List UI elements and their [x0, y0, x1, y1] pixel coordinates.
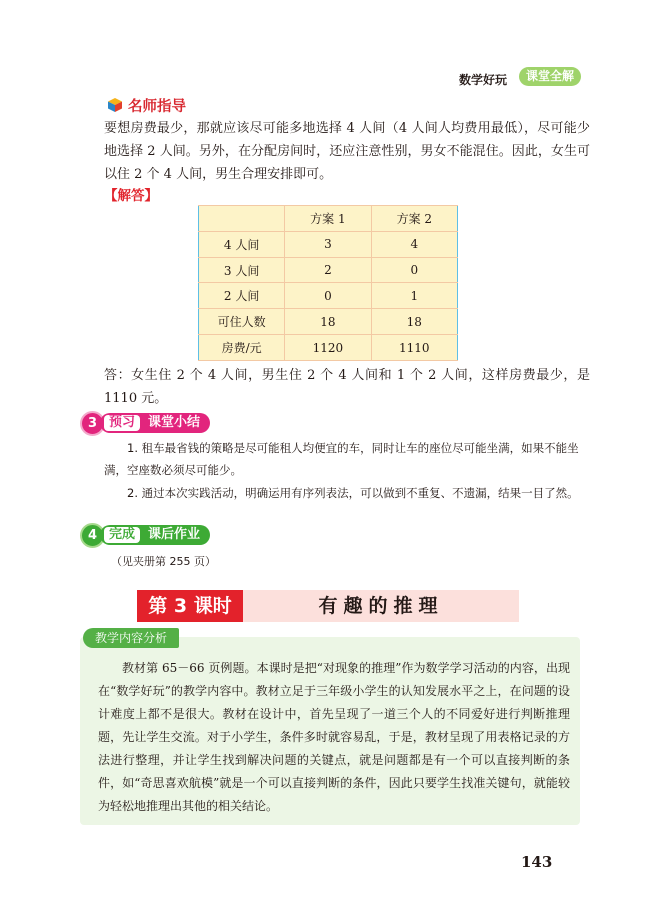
table-row [199, 283, 458, 309]
row-label: 可住人数 [199, 309, 285, 335]
plan2-value: 18 [371, 309, 457, 335]
answer-text: 答：女生住 2 个 4 人间，男生住 2 个 4 人间和 1 个 2 人间，这样房费最少，是 1110 元。 [104, 368, 590, 406]
plan2-value: 1110 [371, 335, 457, 361]
guidance-text: 要想房费最少，那就应该尽可能多地选择 4 人间（4 人间人均费用最低），尽可能少地选择 2 人间。另外，在分配房间时，还应注意性别，男女不能混住。因此，女生可以住 2 个 4 人间，男生合理安排即可。 [104, 121, 590, 182]
plan2-value: 0 [371, 257, 457, 283]
plan1-value: 2 [285, 257, 371, 283]
table-header-row [199, 206, 458, 232]
section4-sub-label: 完成 [104, 527, 140, 543]
plan1-value: 3 [285, 231, 371, 257]
summary-item: 2. 通过本次实践活动，明确运用有序列表法，可以做到不重复、不遗漏，结果一目了然。 [127, 486, 579, 500]
summary-item: 1. 租车最省钱的策略是尽可能租人均便宜的车，同时让车的座位尽可能坐满，如果不能坐满，空座数必须尽可能少。 [104, 441, 579, 477]
plan1-value: 1120 [285, 335, 371, 361]
section3-sub-label: 预习 [104, 415, 140, 431]
row-label: 3 人间 [199, 257, 285, 283]
plan2-value: 1 [371, 283, 457, 309]
section4-number-badge: 4 [80, 523, 105, 548]
section3-number-badge: 3 [80, 411, 105, 436]
table-row [199, 231, 458, 257]
table-row [199, 309, 458, 335]
row-label: 房费/元 [199, 335, 285, 361]
analysis-label: 教学内容分析 [83, 628, 179, 648]
answer-label: 【解答】 [104, 188, 158, 204]
lesson-title: 有趣的推理 [243, 590, 519, 622]
section3-heading [100, 413, 210, 433]
plan2-value: 4 [371, 231, 457, 257]
guidance-title: 名师指导 [128, 99, 186, 115]
plan1-value: 18 [285, 309, 371, 335]
analysis-text: 教材第 65－66 页例题。本课时是把“对现象的推理”作为数学学习活动的内容，出现在“数学好玩”的教学内容中。教材立足于三年级小学生的认知发展水平之上，在问题的设计难度上都不是很大。教材在设计中，首先呈现了一道三个人的不同爱好进行判断推理题，先让学生交流。对于小学生，条件多时就容易乱，于是，教材呈现了用表格记录的方法进行整理，并让学生找到解决问题的关键点，就是问题都是有一个可以直接判断的条件，如“奇思喜欢航模”就是一个可以直接判断的条件，因此只要学生找准关键句，就能较为轻松地推理出其他的相关结论。 [98, 661, 570, 813]
table-header-cell: 方案 2 [371, 206, 457, 232]
lesson-number: 第 3 课时 [137, 590, 243, 622]
plan1-value: 0 [285, 283, 371, 309]
cube-icon [107, 97, 123, 113]
table-header-cell: 方案 1 [285, 206, 371, 232]
workbook-reference: （见夹册第 255 页） [111, 555, 216, 568]
plan-table [198, 205, 458, 361]
table-row [199, 335, 458, 361]
table-row [199, 257, 458, 283]
table-header-cell [199, 206, 285, 232]
page-number: 143 [521, 853, 553, 871]
section4-title: 课后作业 [148, 527, 201, 542]
row-label: 4 人间 [199, 231, 285, 257]
section4-heading [100, 525, 210, 545]
section3-title: 课堂小结 [148, 415, 201, 430]
header-book-title: 数学好玩 [459, 73, 508, 87]
row-label: 2 人间 [199, 283, 285, 309]
header-section-pill: 课堂全解 [519, 67, 581, 86]
